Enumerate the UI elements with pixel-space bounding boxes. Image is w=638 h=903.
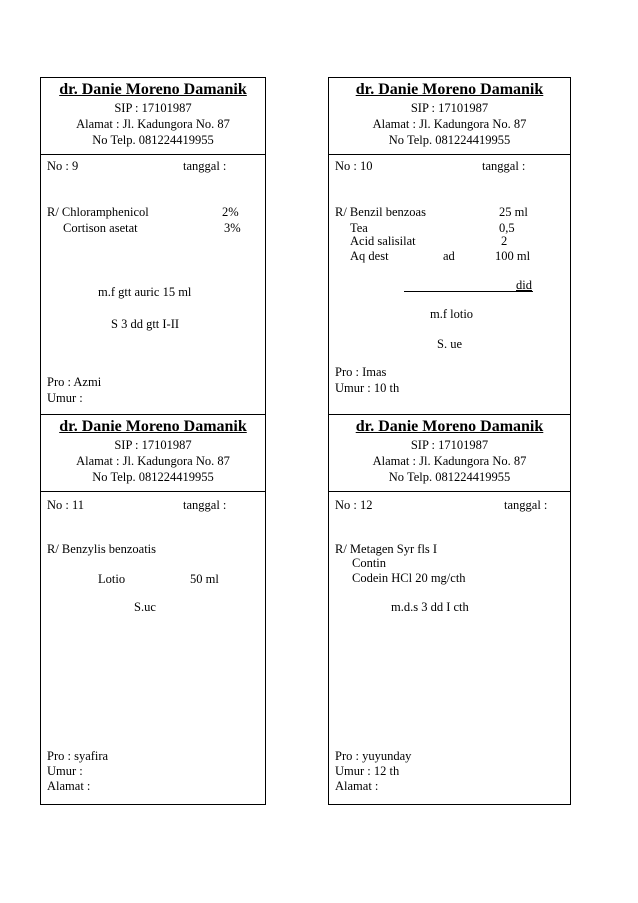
date-label: tanggal :	[504, 498, 548, 512]
clinic-address: Alamat : Jl. Kadungora No. 87	[372, 117, 527, 131]
patient-age: Umur :	[47, 764, 83, 778]
did-label: did	[516, 278, 532, 292]
recipe-ingredient: Aq dest	[350, 249, 389, 263]
recipe-line: R/ Chloramphenicol	[47, 205, 149, 219]
sip-number: SIP : 17101987	[114, 101, 192, 115]
doctor-name: dr. Danie Moreno Damanik	[59, 418, 247, 435]
recipe-ingredient: Acid salisilat	[350, 234, 416, 248]
patient-name: Pro : Imas	[335, 365, 387, 379]
recipe-ingredient: Lotio	[98, 572, 126, 586]
doctor-name: dr. Danie Moreno Damanik	[355, 81, 544, 98]
ad-label: ad	[443, 249, 455, 263]
doctor-name: dr. Danie Moreno Damanik	[59, 81, 247, 98]
patient-address: Alamat :	[335, 779, 379, 793]
date-label: tanggal :	[183, 498, 227, 512]
date-label: tanggal :	[183, 159, 227, 173]
patient-age: Umur : 10 th	[335, 381, 400, 395]
prescription-card-9	[40, 77, 266, 415]
date-label: tanggal :	[482, 159, 526, 173]
prescription-number: No : 11	[47, 498, 85, 512]
prescription-card-12	[328, 414, 571, 805]
patient-age: Umur : 12 th	[335, 764, 400, 778]
clinic-phone: No Telp. 081224419955	[92, 133, 214, 147]
patient-name: Pro : syafira	[47, 749, 109, 763]
prescription-card-11	[40, 414, 266, 805]
recipe-line: R/ Benzylis benzoatis	[47, 542, 157, 556]
recipe-ingredient: Contin	[352, 556, 387, 570]
prescription-card-10	[328, 77, 571, 415]
clinic-address: Alamat : Jl. Kadungora No. 87	[76, 454, 230, 468]
prescription-header	[41, 415, 265, 492]
sip-number: SIP : 17101987	[410, 438, 489, 452]
recipe-amount: 100 ml	[495, 249, 531, 263]
prescription-header	[41, 78, 265, 155]
prescription-number: No : 10	[335, 159, 373, 173]
doctor-name: dr. Danie Moreno Damanik	[355, 418, 544, 435]
recipe-ingredient: Cortison asetat	[63, 221, 138, 235]
recipe-line: R/ Metagen Syr fls I	[335, 542, 438, 556]
sip-number: SIP : 17101987	[114, 438, 192, 452]
clinic-phone: No Telp. 081224419955	[388, 133, 511, 147]
patient-age: Umur :	[47, 391, 83, 405]
patient-name: Pro : Azmi	[47, 375, 102, 389]
sip-number: SIP : 17101987	[410, 101, 489, 115]
recipe-amount: 0,5	[499, 221, 515, 235]
recipe-amount: 25 ml	[499, 205, 528, 219]
recipe-ingredient: Codein HCl 20 mg/cth	[352, 571, 466, 585]
clinic-phone: No Telp. 081224419955	[92, 470, 214, 484]
did-underline	[404, 291, 533, 292]
mixing-instruction: m.f lotio	[430, 307, 474, 321]
signa-instruction: m.d.s 3 dd I cth	[391, 600, 469, 614]
prescription-number: No : 9	[47, 159, 79, 173]
signa-instruction: S.uc	[134, 600, 156, 614]
recipe-amount: 2	[501, 234, 508, 248]
patient-name: Pro : yuyunday	[335, 749, 412, 763]
signa-instruction: S 3 dd gtt I-II	[111, 317, 180, 331]
clinic-phone: No Telp. 081224419955	[388, 470, 511, 484]
patient-address: Alamat :	[47, 779, 91, 793]
clinic-address: Alamat : Jl. Kadungora No. 87	[76, 117, 230, 131]
signa-instruction: S. ue	[437, 337, 462, 351]
recipe-amount: 2%	[222, 205, 239, 219]
recipe-amount: 3%	[224, 221, 241, 235]
prescription-number: No : 12	[335, 498, 373, 512]
recipe-ingredient: Tea	[350, 221, 368, 235]
prescription-header	[329, 415, 570, 492]
recipe-amount: 50 ml	[190, 572, 219, 586]
recipe-line: R/ Benzil benzoas	[335, 205, 426, 219]
clinic-address: Alamat : Jl. Kadungora No. 87	[372, 454, 527, 468]
prescription-header	[329, 78, 570, 155]
mixing-instruction: m.f gtt auric 15 ml	[98, 285, 192, 299]
